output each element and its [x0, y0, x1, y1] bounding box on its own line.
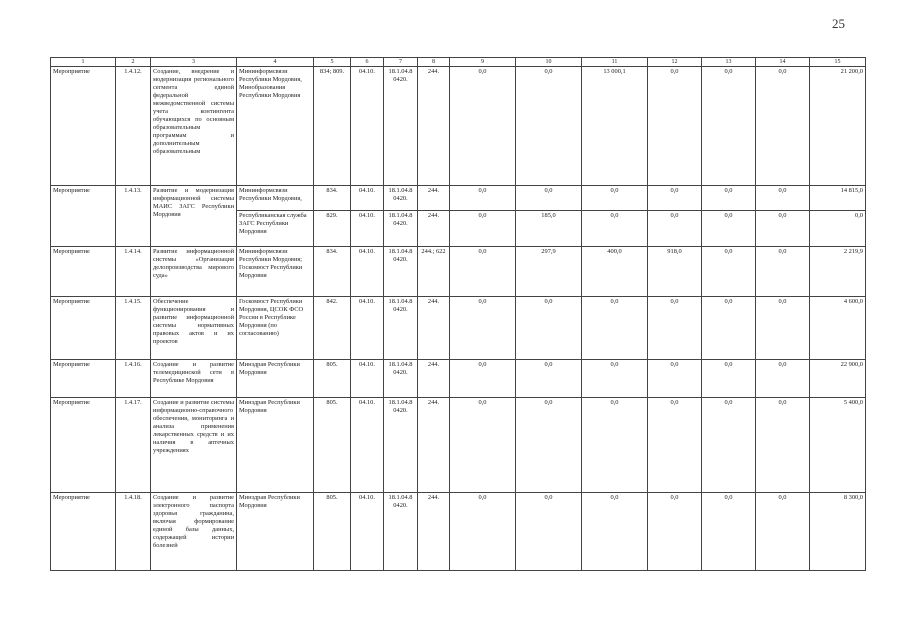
row-target-article: 18.1.04.8 0420. [384, 398, 418, 493]
row-value-10: 0,0 [516, 297, 582, 360]
row-expense-type: 244. [418, 493, 450, 571]
col-header: 1 [51, 58, 116, 67]
table-row [51, 67, 866, 186]
row-value-12: 0,0 [648, 67, 702, 186]
row-value-9: 0,0 [450, 211, 516, 247]
col-header: 6 [351, 58, 384, 67]
row-value-11: 400,0 [582, 247, 648, 297]
row-value-10: 297,9 [516, 247, 582, 297]
row-value-13: 0,0 [702, 186, 756, 211]
col-header: 4 [237, 58, 314, 67]
row-value-9: 0,0 [450, 186, 516, 211]
row-target-article: 18.1.04.8 0420. [384, 297, 418, 360]
row-section: 04.10. [351, 67, 384, 186]
row-value-11: 0,0 [582, 211, 648, 247]
row-value-14: 0,0 [756, 360, 810, 398]
row-value-15: 2 219,9 [810, 247, 866, 297]
col-header: 10 [516, 58, 582, 67]
row-name: Обеспечение функционирования и развитие информационной системы нормативных правовых актов и их проектов [151, 297, 237, 360]
row-value-15: 5 400,0 [810, 398, 866, 493]
row-type: Мероприятие [51, 493, 116, 571]
row-target-article: 18.1.04.8 0420. [384, 67, 418, 186]
col-header: 5 [314, 58, 351, 67]
row-value-12: 0,0 [648, 297, 702, 360]
row-value-13: 0,0 [702, 360, 756, 398]
row-expense-type: 244. [418, 186, 450, 211]
row-grbs: 834. [314, 247, 351, 297]
row-value-13: 0,0 [702, 398, 756, 493]
col-header: 11 [582, 58, 648, 67]
row-section: 04.10. [351, 493, 384, 571]
row-executor: Госкомюст Республики Мордовия, ЦСОК ФСО России в Республике Мордовия (по согласованию) [237, 297, 314, 360]
row-value-13: 0,0 [702, 211, 756, 247]
row-code: 1.4.14. [116, 247, 151, 297]
row-executor: Мининформсвязи Республики Мордовия; Госкомюст Республики Мордовия [237, 247, 314, 297]
row-name: Создание и развитие телемедицинской сети в Республике Мордовия [151, 360, 237, 398]
row-value-12: 0,0 [648, 398, 702, 493]
row-value-13: 0,0 [702, 297, 756, 360]
row-section: 04.10. [351, 211, 384, 247]
row-value-12: 0,0 [648, 360, 702, 398]
row-value-10: 0,0 [516, 360, 582, 398]
row-value-13: 0,0 [702, 67, 756, 186]
row-value-14: 0,0 [756, 398, 810, 493]
row-expense-type: 244. [418, 211, 450, 247]
row-value-10: 0,0 [516, 67, 582, 186]
row-value-13: 0,0 [702, 247, 756, 297]
row-executor: Мининформсвязи Республики Мордовия, [237, 186, 314, 211]
row-name: Создание, внедрение и модернизация регионального сегмента единой федеральной межведомственной системы учета контингента обучающихся по основным образовательным программам и дополнительным образовательным [151, 67, 237, 186]
row-name: Создание и развитие электронного паспорта здоровья гражданина, включая формирование единой базы данных, содержащей истории болезней [151, 493, 237, 571]
table-row [51, 493, 866, 571]
row-value-10: 0,0 [516, 493, 582, 571]
row-target-article: 18.1.04.8 0420. [384, 360, 418, 398]
row-value-15: 14 815,0 [810, 186, 866, 211]
col-header: 8 [418, 58, 450, 67]
row-value-11: 0,0 [582, 493, 648, 571]
row-value-9: 0,0 [450, 398, 516, 493]
row-value-13: 0,0 [702, 493, 756, 571]
row-value-9: 0,0 [450, 360, 516, 398]
row-code: 1.4.16. [116, 360, 151, 398]
col-header: 9 [450, 58, 516, 67]
row-name: Развитие информационной системы «Организация делопроизводства мирового суда» [151, 247, 237, 297]
row-grbs: 805. [314, 493, 351, 571]
row-expense-type: 244. [418, 297, 450, 360]
row-executor: Республиканская служба ЗАГС Республики Мордовия [237, 211, 314, 247]
row-grbs: 829. [314, 211, 351, 247]
row-value-9: 0,0 [450, 67, 516, 186]
row-value-14: 0,0 [756, 297, 810, 360]
budget-table [50, 57, 866, 571]
row-value-14: 0,0 [756, 247, 810, 297]
row-code: 1.4.15. [116, 297, 151, 360]
row-section: 04.10. [351, 186, 384, 211]
col-header: 15 [810, 58, 866, 67]
row-value-14: 0,0 [756, 493, 810, 571]
col-header: 14 [756, 58, 810, 67]
col-header: 2 [116, 58, 151, 67]
row-value-15: 22 900,0 [810, 360, 866, 398]
row-value-9: 0,0 [450, 247, 516, 297]
table-row [51, 360, 866, 398]
row-expense-type: 244. [418, 360, 450, 398]
row-value-12: 0,0 [648, 186, 702, 211]
row-value-10: 0,0 [516, 186, 582, 211]
row-section: 04.10. [351, 297, 384, 360]
col-header: 12 [648, 58, 702, 67]
row-value-10: 185,0 [516, 211, 582, 247]
row-executor: Мининформсвязи Республики Мордовия, Минобразования Республики Мордовия [237, 67, 314, 186]
row-type: Мероприятие [51, 360, 116, 398]
row-value-15: 8 300,0 [810, 493, 866, 571]
row-target-article: 18.1.04.8 0420. [384, 247, 418, 297]
row-grbs: 805. [314, 398, 351, 493]
col-header: 13 [702, 58, 756, 67]
row-target-article: 18.1.04.8 0420. [384, 493, 418, 571]
row-type: Мероприятие [51, 186, 116, 247]
row-value-11: 0,0 [582, 360, 648, 398]
table-row [51, 398, 866, 493]
row-value-15: 0,0 [810, 211, 866, 247]
row-code: 1.4.12. [116, 67, 151, 186]
row-target-article: 18.1.04.8 0420. [384, 186, 418, 211]
row-grbs: 834. [314, 186, 351, 211]
row-value-12: 918,0 [648, 247, 702, 297]
row-executor: Минздрав Республики Мордовия [237, 398, 314, 493]
row-grbs: 834; 809. [314, 67, 351, 186]
row-target-article: 18.1.04.8 0420. [384, 211, 418, 247]
row-grbs: 842. [314, 297, 351, 360]
row-code: 1.4.18. [116, 493, 151, 571]
header-row [51, 58, 866, 67]
row-value-9: 0,0 [450, 493, 516, 571]
row-value-11: 0,0 [582, 186, 648, 211]
row-value-9: 0,0 [450, 297, 516, 360]
page-number: 25 [832, 16, 845, 31]
row-expense-type: 244. [418, 67, 450, 186]
row-code: 1.4.17. [116, 398, 151, 493]
row-value-15: 4 600,0 [810, 297, 866, 360]
row-value-11: 0,0 [582, 297, 648, 360]
row-value-11: 0,0 [582, 398, 648, 493]
table-row [51, 247, 866, 297]
row-value-11: 13 000,1 [582, 67, 648, 186]
row-type: Мероприятие [51, 67, 116, 186]
row-expense-type: 244. [418, 398, 450, 493]
table-row [51, 297, 866, 360]
col-header: 7 [384, 58, 418, 67]
row-expense-type: 244.; 622 [418, 247, 450, 297]
row-type: Мероприятие [51, 247, 116, 297]
row-type: Мероприятие [51, 297, 116, 360]
table-row [51, 186, 866, 211]
row-executor: Минздрав Республики Мордовия [237, 493, 314, 571]
row-code: 1.4.13. [116, 186, 151, 247]
row-value-15: 21 200,0 [810, 67, 866, 186]
row-section: 04.10. [351, 360, 384, 398]
col-header: 3 [151, 58, 237, 67]
row-grbs: 805. [314, 360, 351, 398]
row-value-14: 0,0 [756, 186, 810, 211]
row-executor: Минздрав Республики Мордовия [237, 360, 314, 398]
row-type: Мероприятие [51, 398, 116, 493]
row-value-14: 0,0 [756, 211, 810, 247]
row-value-10: 0,0 [516, 398, 582, 493]
row-section: 04.10. [351, 247, 384, 297]
row-value-12: 0,0 [648, 493, 702, 571]
row-value-12: 0,0 [648, 211, 702, 247]
row-name: Создание и развитие системы информационно-справочного обеспечения, мониторинга и анализа применения лекарственных средств и их наличия в аптечных учреждениях [151, 398, 237, 493]
row-name: Развитие и модернизация информационной системы МАИС ЗАГС Республики Мордовия [151, 186, 237, 247]
row-section: 04.10. [351, 398, 384, 493]
row-value-14: 0,0 [756, 67, 810, 186]
